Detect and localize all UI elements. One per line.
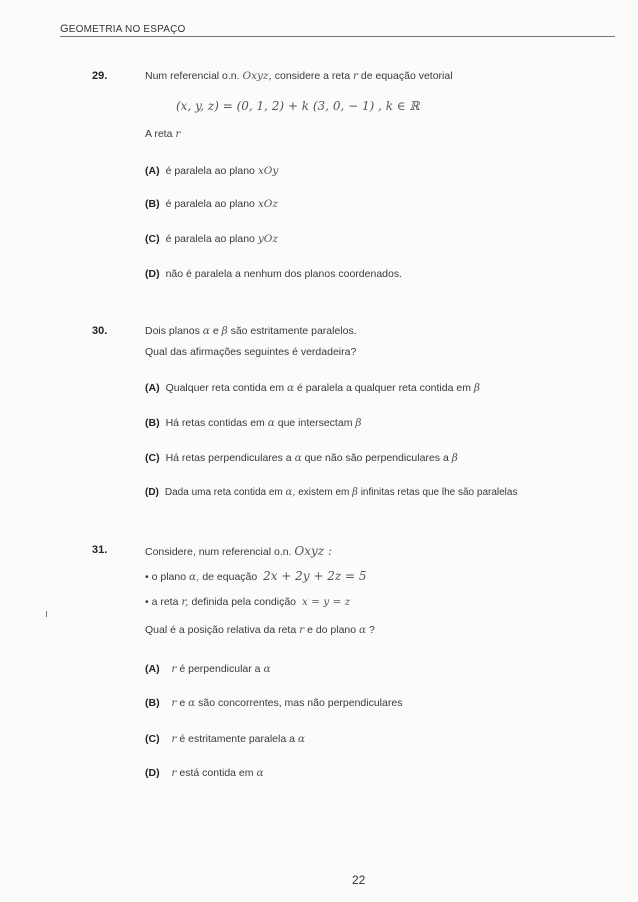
question-31-intro: Considere, num referencial o.n. Oxyz : [145, 544, 332, 558]
page-number: 22 [352, 873, 366, 887]
question-29-intro: Num referencial o.n. Oxyz, considere a reta r de equação vetorial [145, 70, 453, 82]
header-rule [60, 36, 615, 37]
question-number-31: 31. [92, 544, 108, 556]
frame-label: Oxyz, [242, 70, 272, 82]
option-30-b: (B) Há retas contidas em α que intersectam β [145, 417, 362, 429]
option-29-b: (B) é paralela ao plano xOz [145, 198, 278, 210]
question-number-29: 29. [92, 70, 108, 82]
plane-definition: • o plano α, de equação 2x + 2y + 2z = 5 [145, 569, 367, 583]
option-29-a: (A) é paralela ao plano xOy [145, 165, 279, 177]
question-31-question: Qual é a posição relativa da reta r e do plano α ? [145, 624, 375, 636]
option-30-d: (D) Dada uma reta contida em α, existem em β infinitas retas que lhe são paralelas [145, 487, 518, 498]
option-31-a: (A) r é perpendicular a α [145, 663, 271, 675]
option-31-b: (B) r e α são concorrentes, mas não perpendiculares [145, 697, 403, 709]
header-initial: G [60, 23, 69, 35]
question-number-30: 30. [92, 325, 108, 337]
option-31-d: (D) r está contida em α [145, 767, 264, 779]
vector-equation: (x, y, z) = (0, 1, 2) + k (3, 0, − 1) , k ∈ ℝ [176, 99, 420, 113]
question-30-question: Qual das afirmações seguintes é verdadeira? [145, 346, 357, 358]
option-31-c: (C) r é estritamente paralela a α [145, 733, 305, 745]
plane-equation: 2x + 2y + 2z = 5 [263, 569, 367, 583]
option-29-c: (C) é paralela ao plano yOz [145, 233, 278, 245]
question-29-statement: A reta r [145, 128, 181, 140]
line-condition: x = y = z [301, 596, 351, 608]
option-30-c: (C) Há retas perpendiculares a α que não são perpendiculares a β [145, 452, 458, 464]
line-definition: • a reta r, definida pela condição x = y = z [145, 596, 351, 608]
option-30-a: (A) Qualquer reta contida em α é paralela a qualquer reta contida em β [145, 382, 480, 394]
header-title: EOMETRIA NO ESPAÇO [68, 24, 186, 35]
page-header [60, 23, 186, 35]
option-29-d: (D) não é paralela a nenhum dos planos coordenados. [145, 268, 403, 280]
margin-mark [46, 611, 47, 617]
question-30-intro: Dois planos α e β são estritamente paralelos. [145, 325, 357, 337]
